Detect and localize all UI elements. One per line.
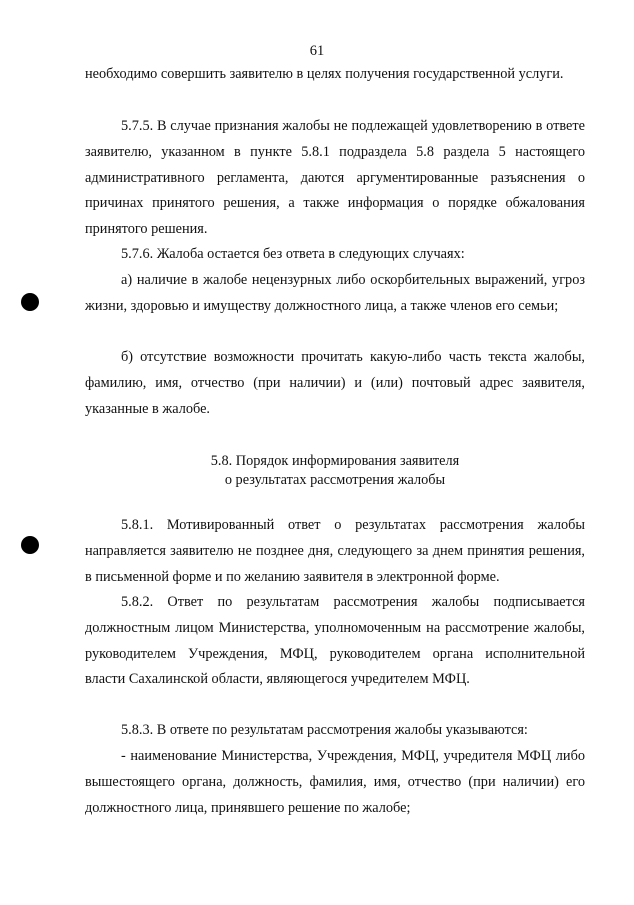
section-heading-line-1: 5.8. Порядок информирования заявителя xyxy=(210,453,460,469)
paragraph-5-7-5: 5.7.5. В случае признания жалобы не подлежащей удовлетворению в ответе заявителю, указанном в пункте 5.8.1 подраздела 5.8 раздела 5 настоящего административного регламента, даются аргументированные разъяснения о причинах принятого решения, а также информация о порядке обжалования принятого решения. xyxy=(85,118,585,238)
paragraph-item-a: а) наличие в жалобе нецензурных либо оскорбительных выражений, угроз жизни, здоровью и имуществу должностного лица, а также членов его семьи; xyxy=(85,272,585,314)
section-heading xyxy=(85,452,585,490)
paragraph-continuation: необходимо совершить заявителю в целях получения государственной услуги. xyxy=(85,66,564,82)
punch-hole-lower xyxy=(21,536,39,554)
paragraph-item-b: б) отсутствие возможности прочитать какую-либо часть текста жалобы, фамилию, имя, отчество (при наличии) и (или) почтовый адрес заявителя, указанные в жалобе. xyxy=(85,349,585,417)
punch-hole-upper xyxy=(21,293,39,311)
paragraph-5-7-6: 5.7.6. Жалоба остается без ответа в следующих случаях: xyxy=(121,246,465,262)
paragraph-5-8-2: 5.8.2. Ответ по результатам рассмотрения жалобы подписывается должностным лицом Министерства, уполномоченным на рассмотрение жалобы, руководителем Учреждения, МФЦ, руководителем органа исполнительной власти Сахалинской области, являющегося учредителем МФЦ. xyxy=(85,594,585,688)
section-heading-line-2: о результатах рассмотрения жалобы xyxy=(224,472,446,488)
paragraph-5-8-1: 5.8.1. Мотивированный ответ о результатах рассмотрения жалобы направляется заявителю не позднее дня, следующего за днем принятия решения, в письменной форме и по желанию заявителя в электронной форме. xyxy=(85,517,585,585)
paragraph-5-8-3: 5.8.3. В ответе по результатам рассмотрения жалобы указываются: xyxy=(121,722,528,738)
paragraph-list-item: - наименование Министерства, Учреждения, МФЦ, учредителя МФЦ либо вышестоящего органа, должность, фамилия, имя, отчество (при наличии) его должностного лица, принявшего решение по жалобе; xyxy=(85,748,585,816)
page-number: 61 xyxy=(309,43,325,59)
